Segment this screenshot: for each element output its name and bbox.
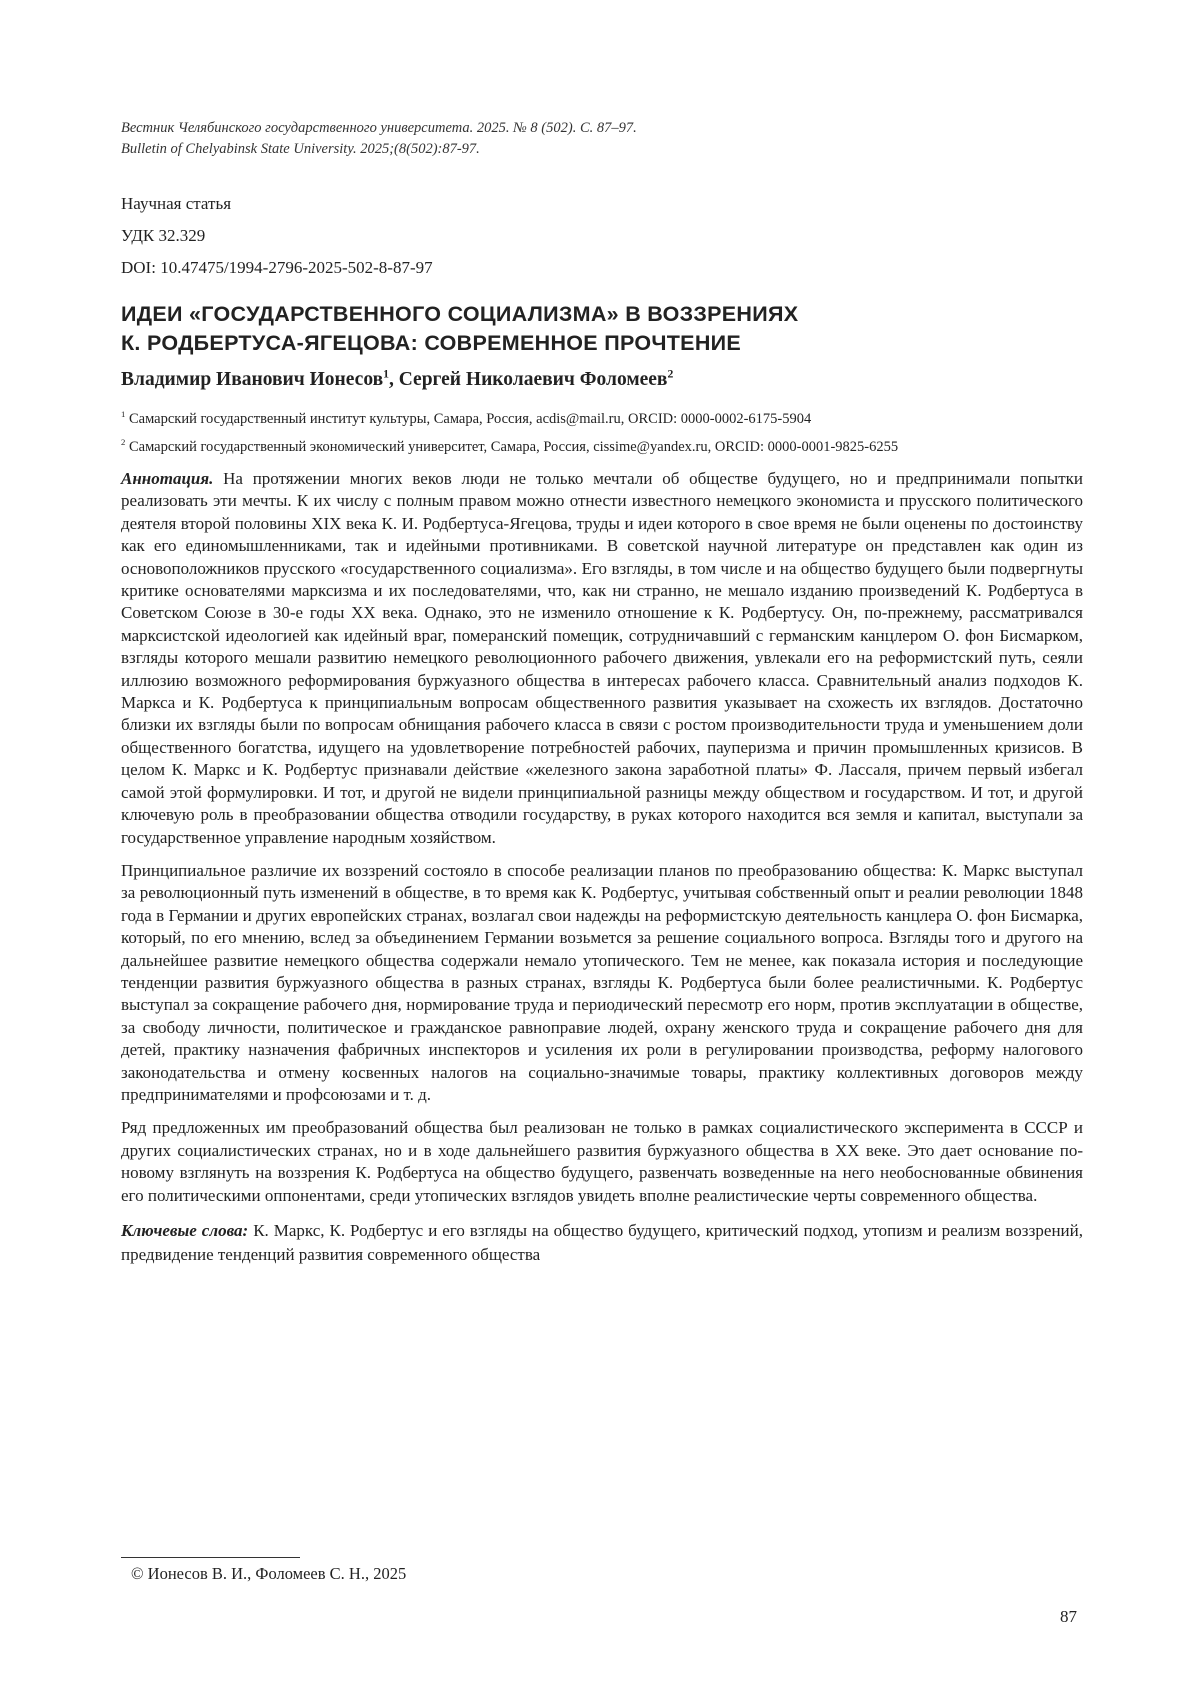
keywords-text: К. Маркс, К. Родбертус и его взгляды на общество будущего, критический подход, утопизм и реализм воззрений, предвидение тенденций развития современного общества [121, 1221, 1083, 1264]
abstract-label: Аннотация. [121, 469, 214, 488]
author-name: Владимир Иванович Ионесов [121, 369, 384, 390]
udc-code: УДК 32.329 [121, 226, 206, 245]
title-line-2: К. РОДБЕРТУСА-ЯГЕЦОВА: СОВРЕМЕННОЕ ПРОЧТЕНИЕ [121, 331, 742, 355]
keywords [121, 1219, 1083, 1267]
affiliation-number: 2 [121, 437, 126, 448]
author-name: Сергей Николаевич Фоломеев [398, 369, 668, 390]
title-line-1: ИДЕИ «ГОСУДАРСТВЕННОГО СОЦИАЛИЗМА» В ВОЗЗРЕНИЯХ [121, 302, 799, 326]
abstract-paragraph-1 [121, 468, 1083, 849]
abstract-paragraph-2: Принципиальное различие их воззрений состояло в способе реализации планов по преобразованию общества: К. Маркс выступал за революционный путь изменений в обществе, в то время как К. Родбертус, учитывая собственный опыт и реалии революции 1848 года в Германии и других европейских странах, возлагал свои надежды на реформистскую деятельность канцлера О. фон Бисмарка, который, по его мнению, вслед за объединением Германии возьмется за решение социального вопроса. Взгляды того и другого на дальнейшее развитие немецкого общества содержали немало утопического. Тем не менее, как показала история и последующие тенденции развития буржуазного общества в разных странах, взгляды К. Родбертуса были более реалистичными. К. Родбертус выступал за сокращение рабочего дня, нормирование труда и периодический пересмотр его норм, против эксплуатации в обществе, за свободу личности, политическое и гражданское равноправие людей, охрану женского труда и сокращение рабочего дня для детей, практику назначения фабричных инспекторов и усиления их роли в регулировании производства, реформу налогового законодательства и отмену косвенных налогов на социально-значимые товары, практику коллективных договоров между предпринимателями и профсоюзами и т. д. [121, 860, 1083, 1104]
affiliation-text: Самарский государственный институт культуры, Самара, Россия, acdis@mail.ru, ORCID: 0000-0002-6175-5904 [128, 411, 812, 427]
abstract-paragraph-3: Ряд предложенных им преобразований общества был реализован не только в рамках социалистического эксперимента в СССР и других социалистических странах, но и в ходе дальнейшего развития буржуазного общества в XX веке. Это дает основание по-новому взглянуть на воззрения К. Родбертуса на общество будущего, развенчать возведенные на него необоснованные обвинения его политическими оппонентами, среди утопических взглядов увидеть вполне реалистические черты современного общества. [121, 1118, 1083, 1205]
affiliation-number: 1 [121, 409, 126, 420]
affiliation-2 [121, 438, 1083, 456]
journal-citation-ru: Вестник Челябинского государственного университета. 2025. № 8 (502). С. 87–97. [121, 120, 637, 136]
keywords-label: Ключевые слова: [121, 1221, 249, 1240]
page-number: 87 [1060, 1607, 1077, 1626]
affiliation-1 [121, 410, 1083, 428]
author-separator: , [388, 369, 399, 390]
footnote-divider [121, 1557, 300, 1558]
article-type: Научная статья [121, 194, 232, 213]
journal-header [121, 118, 1083, 160]
affiliation-text: Самарский государственный экономический университет, Самара, Россия, cissime@yandex.ru, ORCID: 0000-0001-9825-6255 [128, 439, 899, 455]
author-list [121, 368, 1083, 392]
article-page [121, 118, 1083, 1267]
abstract [121, 468, 1083, 1207]
author-affiliation-mark: 1 [383, 367, 389, 381]
article-title [121, 300, 1083, 358]
author-affiliation-mark: 2 [667, 367, 674, 381]
doi: DOI: 10.47475/1994-2796-2025-502-8-87-97 [121, 258, 433, 277]
abstract-text: На протяжении многих веков люди не только мечтали об обществе будущего, но и предпринимали попытки реализовать эти мечты. К их числу с полным правом можно отнести известного немецкого экономиста и прусского политического деятеля второй половины XIX века К. И. Родбертуса-Ягецова, труды и идеи которого в свое время не были оценены по достоинству как его единомышленниками, так и идейными противниками. В советской научной литературе он представлен как один из основоположников прусского «государственного социализма». Его взгляды, в том числе и на общество будущего были подвергнуты критике основателями марксизма и их последователями, что, как ни странно, не мешало изданию произведений К. Родбертуса в Советском Союзе в 30-е годы XX века. Однако, это не изменило отношение к К. Родбертусу. Он, по-прежнему, рассматривался марксистской идеологией как идейный враг, померанский помещик, сотрудничавший с германским канцлером О. фон Бисмарком, взгляды которого мешали развитию немецкого революционного рабочего движения, увлекали его на реформистский путь, сеяли иллюзию возможного реформирования буржуазного общества в интересах рабочего класса. Сравнительный анализ подходов К. Маркса и К. Родбертуса к принципиальным вопросам общественного развития указывает на схожесть их взглядов. Достаточно близки их взгляды были по вопросам обнищания рабочего класса в связи с ростом производительности труда и уменьшением доли общественного богатства, идущего на удовлетворение потребностей рабочих, пауперизма и причин промышленных кризисов. В целом К. Маркс и К. Родбертус признавали действие «железного закона заработной платы» Ф. Лассаля, причем первый избегал самой этой формулировки. И тот, и другой не видели принципиальной разницы между обществом и государством. И тот, и другой ключевую роль в преобразовании общества отводили государству, в руках которого находится вся земля и капитал, выступали за государственное управление народным хозяйством. [121, 469, 1084, 847]
journal-citation-en: Bulletin of Chelyabinsk State University. 2025;(8(502):87-97. [121, 141, 480, 157]
copyright-notice: © Ионесов В. И., Фоломеев С. Н., 2025 [131, 1564, 407, 1583]
